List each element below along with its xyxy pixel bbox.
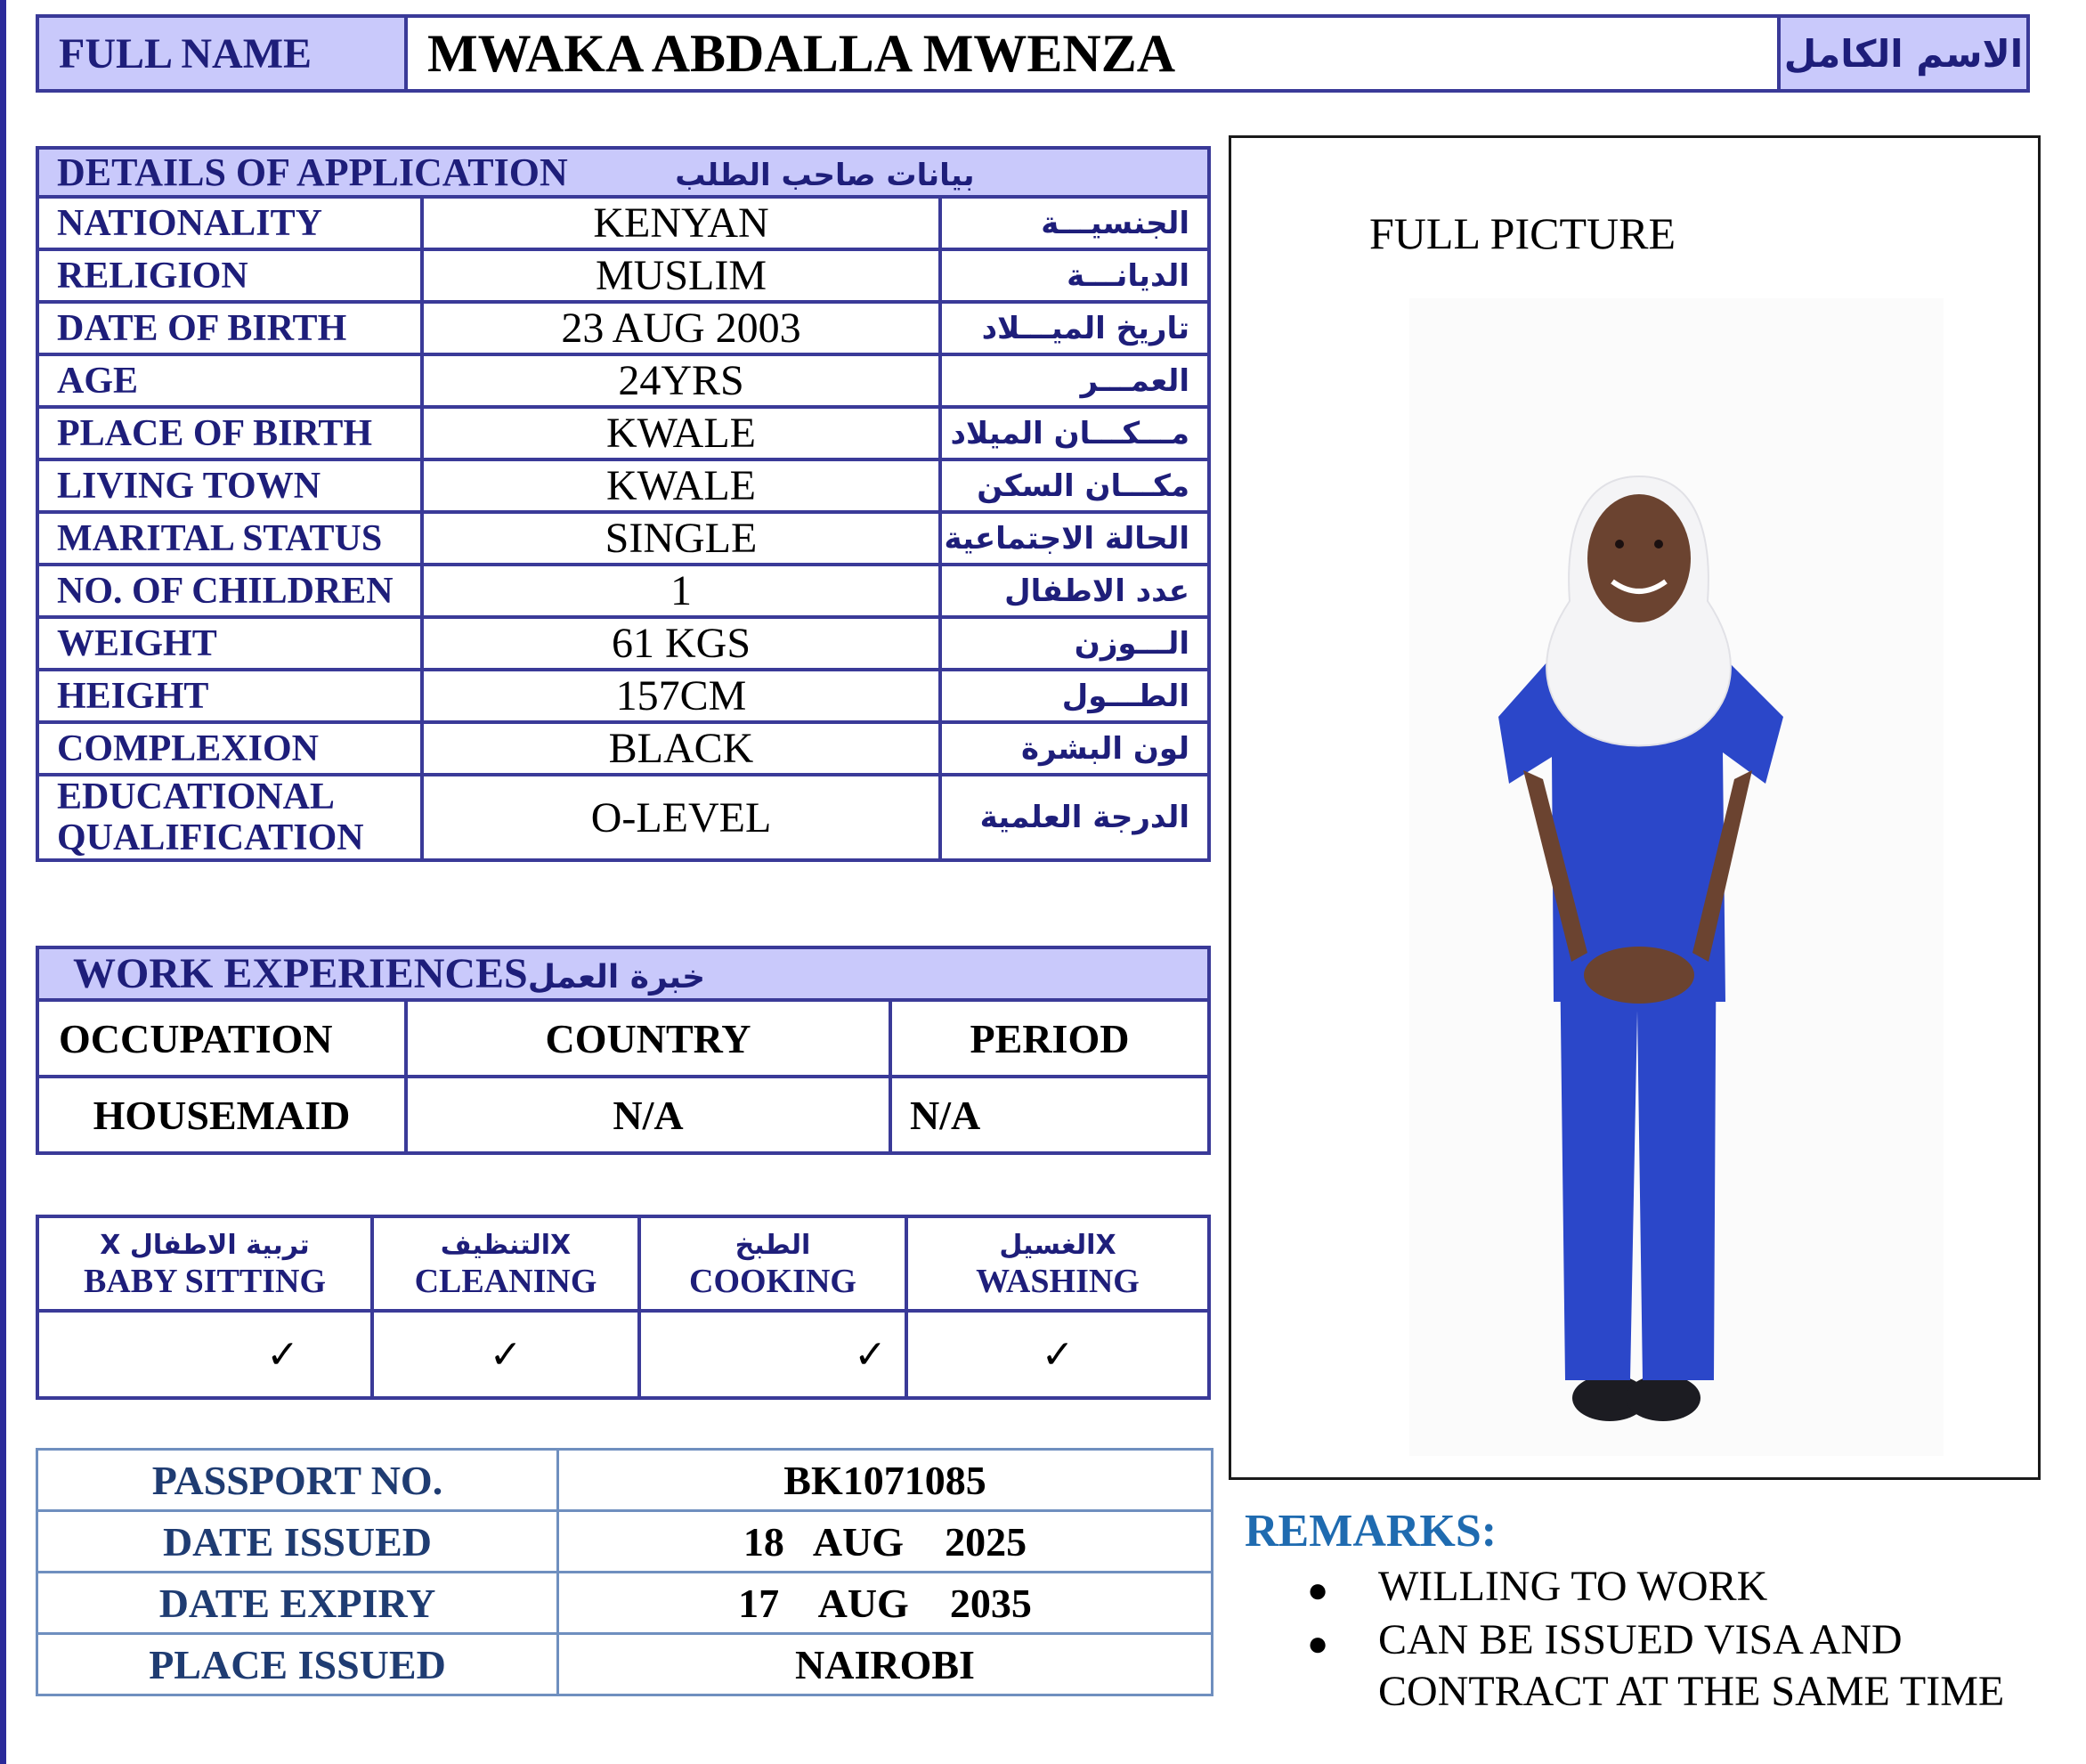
skills-table (36, 1215, 1211, 1400)
detail-label-ar: الطـــول (940, 670, 1209, 722)
detail-label: LIVING TOWN (37, 459, 422, 512)
detail-value: KENYAN (422, 197, 940, 249)
detail-label-ar: الدرجة العلمية (940, 775, 1209, 860)
shoe-right (1626, 1375, 1700, 1421)
detail-label-ar: العمـــر (940, 354, 1209, 407)
work-title-ar: خبرة العمل (527, 959, 706, 996)
detail-value: 24YRS (422, 354, 940, 407)
detail-row-complexion (37, 722, 1209, 775)
detail-label-ar: الـــوزن (940, 617, 1209, 670)
remark-item: CAN BE ISSUED VISA AND CONTRACT AT THE SAME TIME (1378, 1616, 2005, 1715)
detail-row-height (37, 670, 1209, 722)
passport-value: BK1071085 (558, 1450, 1213, 1511)
detail-row-living-town (37, 459, 1209, 512)
skill-label: WASHING (976, 1263, 1140, 1300)
passport-label: PASSPORT NO. (37, 1450, 558, 1511)
full-name-bar (36, 14, 2030, 93)
detail-row-religion (37, 249, 1209, 302)
work-occupation-value: HOUSEMAID (37, 1077, 406, 1153)
passport-label: PLACE ISSUED (37, 1634, 558, 1695)
passport-value: 18 AUG 2025 (558, 1511, 1213, 1573)
detail-label-ar: تاريخ الميـــلاد (940, 302, 1209, 354)
detail-label: MARITAL STATUS (37, 512, 422, 565)
remarks-title: REMARKS: (1245, 1506, 1498, 1557)
detail-label-ar: مـــكـــان الميلاد (940, 407, 1209, 459)
skill-label: BABY SITTING (83, 1263, 327, 1300)
bullet-icon: ● (1307, 1570, 1329, 1610)
detail-label: HEIGHT (37, 670, 422, 722)
page-left-border (0, 0, 6, 1764)
detail-row-place-of-birth (37, 407, 1209, 459)
skill-label-ar: X تربية الاطفال (100, 1230, 310, 1261)
detail-label-ar: مكـــان السكن (940, 459, 1209, 512)
detail-label-ar: الجنسيـــة (940, 197, 1209, 249)
work-col-country: COUNTRY (406, 1000, 890, 1077)
detail-value: 1 (422, 565, 940, 617)
work-header (37, 947, 1209, 1000)
detail-value: 157CM (422, 670, 940, 722)
work-country-value: N/A (406, 1077, 890, 1153)
face (1587, 494, 1691, 622)
detail-value: 61 KGS (422, 617, 940, 670)
skill-label: CLEANING (414, 1263, 597, 1300)
detail-label: NATIONALITY (37, 197, 422, 249)
detail-value: O-LEVEL (422, 775, 940, 860)
passport-label: DATE EXPIRY (37, 1573, 558, 1634)
details-header (37, 148, 1209, 197)
skill-check-icon: ✓ (372, 1311, 639, 1398)
skill-label-ar: التنظيفX (440, 1230, 572, 1261)
detail-row-education (37, 775, 1209, 860)
bullet-icon: ● (1307, 1623, 1329, 1663)
passport-table (36, 1448, 1213, 1696)
work-col-period: PERIOD (890, 1000, 1209, 1077)
detail-label: RELIGION (37, 249, 422, 302)
detail-label: AGE (37, 354, 422, 407)
full-name-label-ar: الاسم الكامل (1779, 16, 2028, 91)
detail-row-marital-status (37, 512, 1209, 565)
skill-label-ar: الطبخ (735, 1230, 811, 1261)
detail-label: EDUCATIONAL QUALIFICATION (37, 775, 422, 860)
detail-value: KWALE (422, 459, 940, 512)
detail-label-ar: الحالة الاجتماعية (940, 512, 1209, 565)
detail-row-date-of-birth (37, 302, 1209, 354)
photo-frame (1229, 135, 2041, 1480)
skill-check-icon: ✓ (37, 1311, 372, 1398)
detail-row-children (37, 565, 1209, 617)
details-title-ar: بيانات صاحب الطلب (675, 158, 975, 193)
work-experience-table (36, 946, 1211, 1155)
detail-row-nationality (37, 197, 1209, 249)
hands (1584, 947, 1694, 1004)
skill-check-icon: ✓ (639, 1311, 906, 1398)
passport-value: 17 AUG 2035 (558, 1573, 1213, 1634)
photo-caption: FULL PICTURE (1369, 208, 1676, 258)
detail-value: MUSLIM (422, 249, 940, 302)
detail-value: SINGLE (422, 512, 940, 565)
details-title: DETAILS OF APPLICATION (57, 150, 568, 194)
full-name-label: FULL NAME (37, 16, 406, 91)
detail-label: NO. OF CHILDREN (37, 565, 422, 617)
detail-label-ar: لون البشرة (940, 722, 1209, 775)
details-table (36, 146, 1211, 862)
remark-item: WILLING TO WORK (1378, 1563, 1768, 1610)
full-name-value: MWAKA ABDALLA MWENZA (406, 16, 1779, 91)
skill-washing (906, 1216, 1209, 1311)
work-period-value: N/A (890, 1077, 1209, 1153)
applicant-photo (1409, 298, 1944, 1456)
detail-row-age (37, 354, 1209, 407)
skill-cleaning (372, 1216, 639, 1311)
detail-value: 23 AUG 2003 (422, 302, 940, 354)
detail-label-ar: عدد الاطفال (940, 565, 1209, 617)
work-col-occupation: OCCUPATION (37, 1000, 406, 1077)
detail-label: PLACE OF BIRTH (37, 407, 422, 459)
detail-row-weight (37, 617, 1209, 670)
detail-label-ar: الديانـــة (940, 249, 1209, 302)
skill-cooking (639, 1216, 906, 1311)
detail-value: KWALE (422, 407, 940, 459)
skill-label-ar: الغسيلX (999, 1230, 1116, 1261)
passport-label: DATE ISSUED (37, 1511, 558, 1573)
detail-label: COMPLEXION (37, 722, 422, 775)
detail-value: BLACK (422, 722, 940, 775)
passport-value: NAIROBI (558, 1634, 1213, 1695)
skill-baby-sitting (37, 1216, 372, 1311)
work-title: WORK EXPERIENCES (73, 950, 528, 997)
skill-label: COOKING (689, 1263, 856, 1300)
skill-check-icon: ✓ (906, 1311, 1209, 1398)
detail-label: WEIGHT (37, 617, 422, 670)
detail-label: DATE OF BIRTH (37, 302, 422, 354)
